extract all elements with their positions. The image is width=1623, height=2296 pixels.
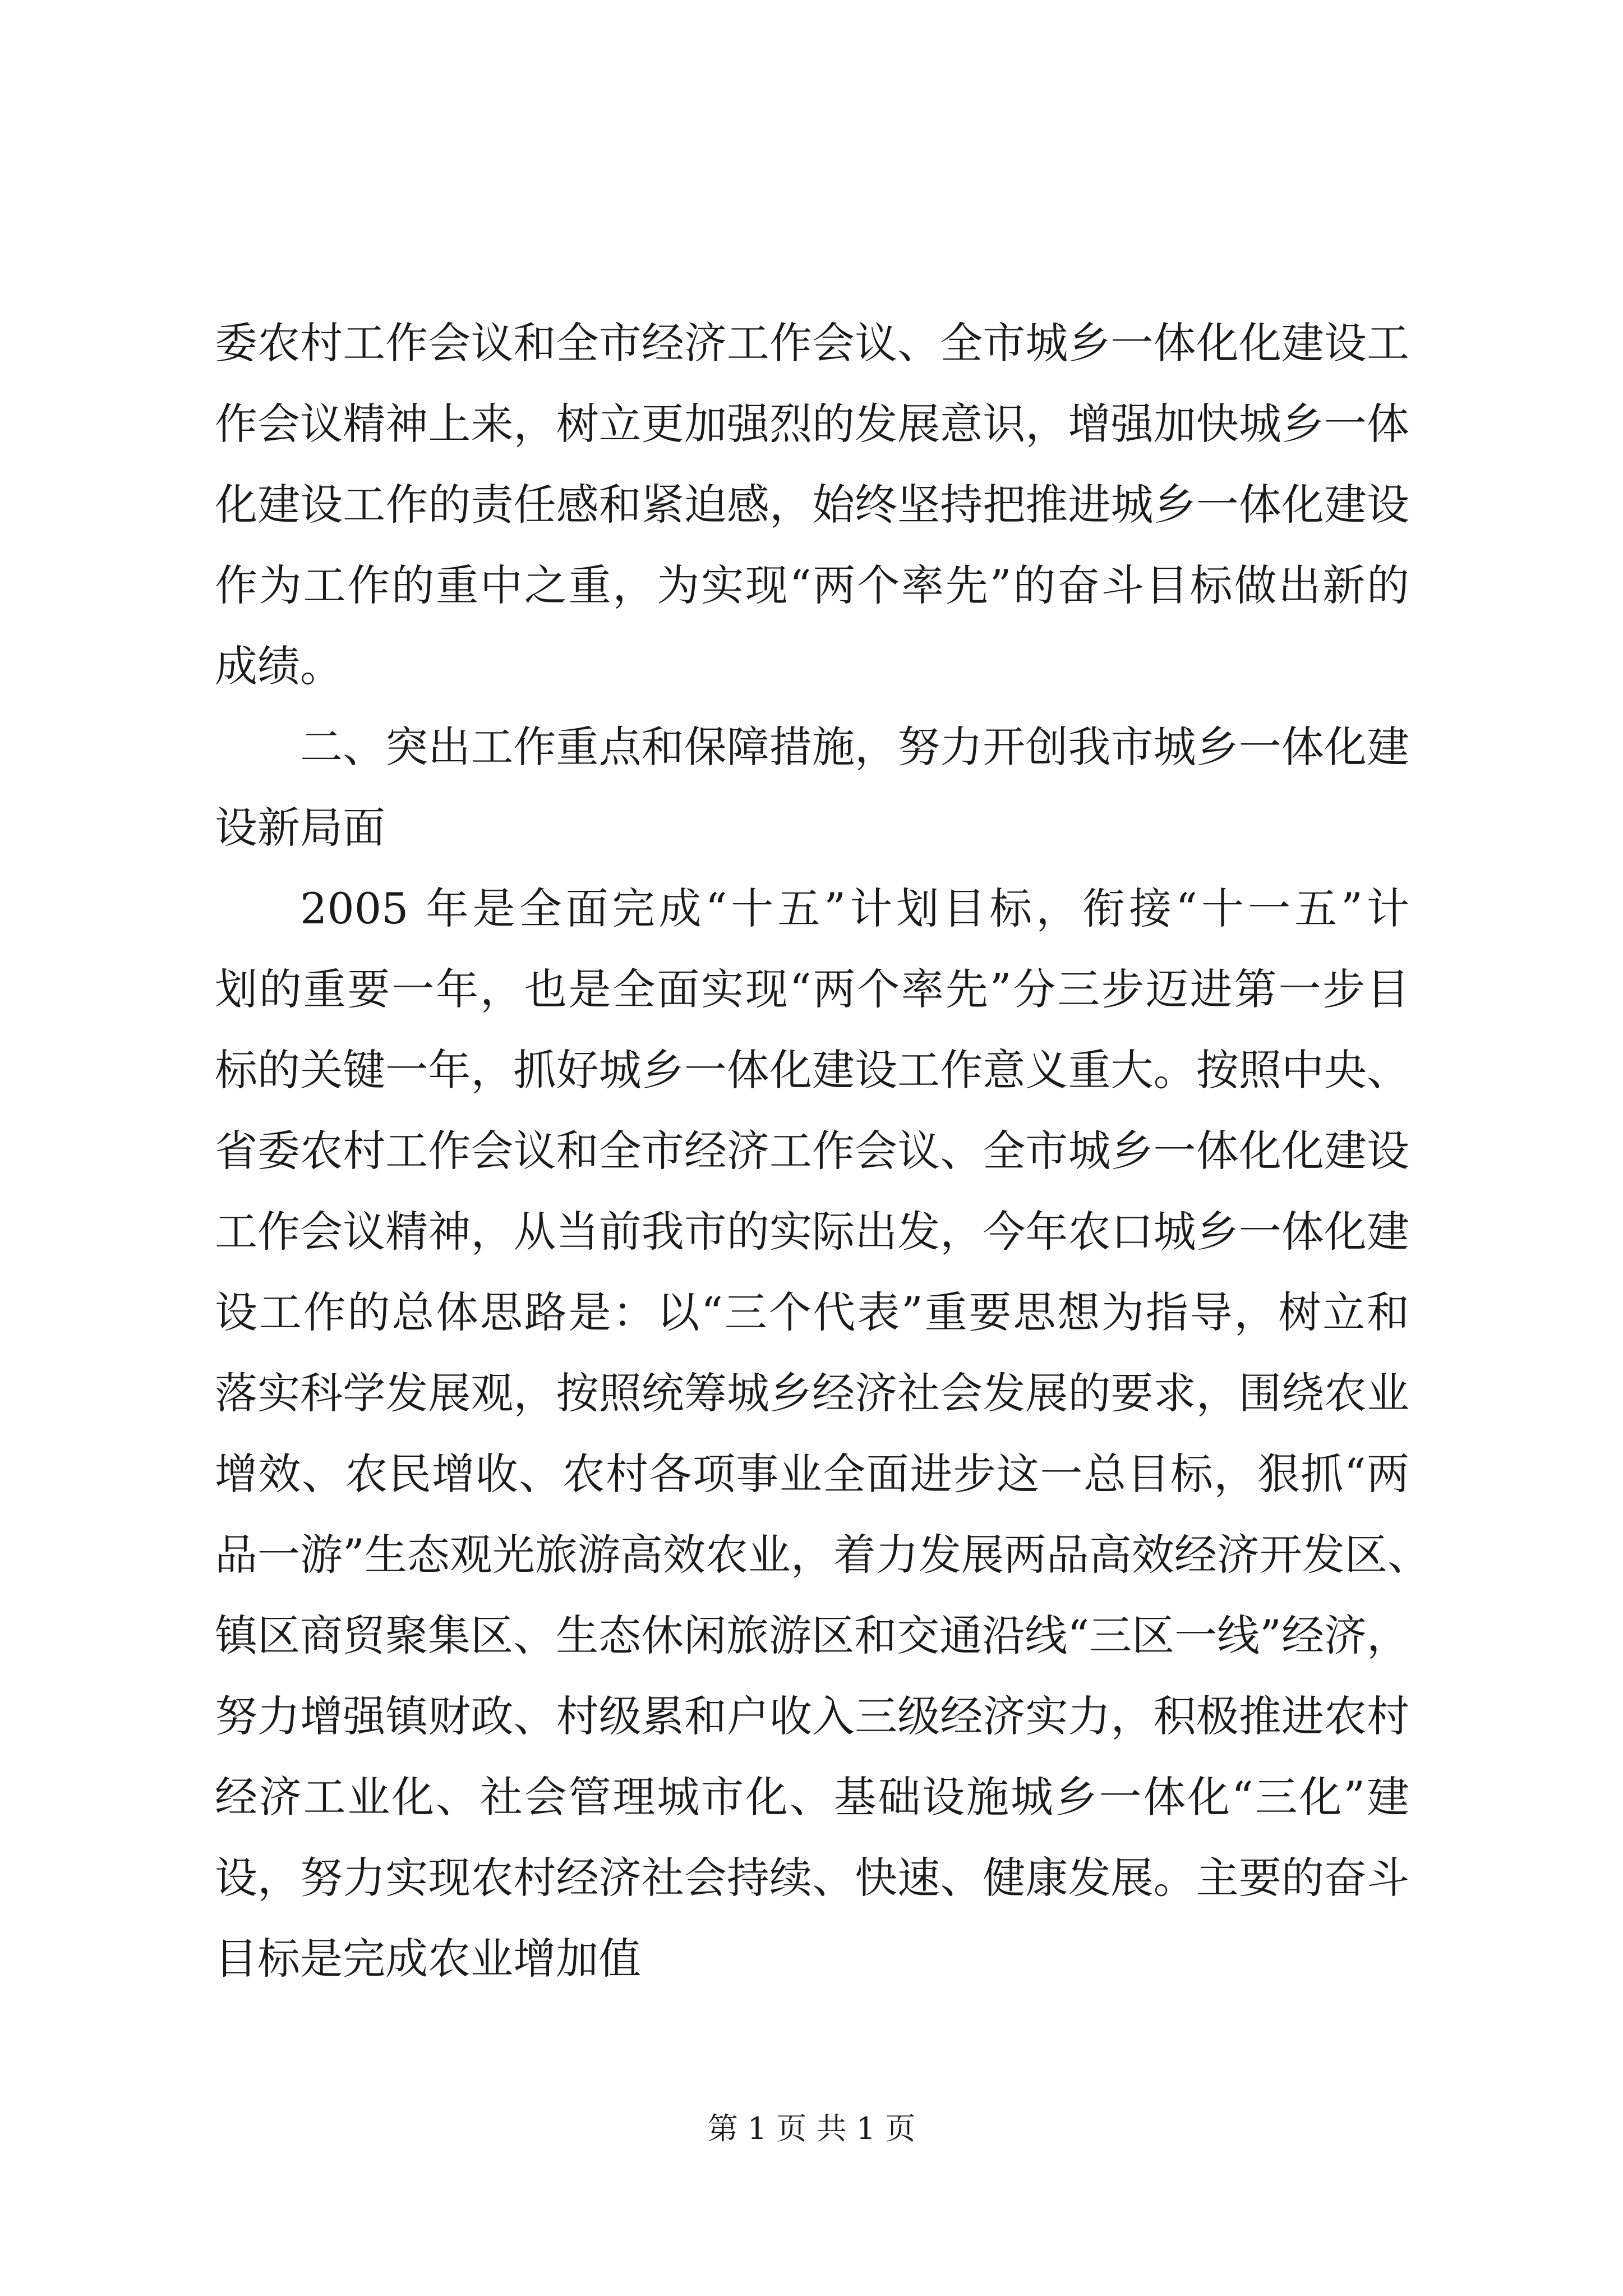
text-line: 化建设工作的责任感和紧迫感，始终坚持把推进城乡一体化建设 [215, 480, 1409, 530]
text-line: 努力增强镇财政、村级累和户收入三级经济实力，积极推进农村 [215, 1691, 1409, 1741]
text-line: 委农村工作会议和全市经济工作会议、全市城乡一体化化建设工 [215, 318, 1409, 368]
text-line: 设工作的总体思路是：以“三个代表”重要思想为指导，树立和 [215, 1287, 1409, 1337]
document-body [215, 303, 1430, 1999]
section-heading-line: 二、突出工作重点和保障措施，努力开创我市城乡一体化建 [300, 722, 1409, 772]
text-line: 品一游”生态观光旅游高效农业，着力发展两品高效经济开发区、 [215, 1530, 1430, 1580]
text-line: 镇区商贸聚集区、生态休闲旅游区和交通沿线“三区一线”经济， [215, 1611, 1409, 1660]
text-line: 省委农村工作会议和全市经济工作会议、全市城乡一体化化建设 [215, 1126, 1409, 1176]
text-line: 经济工业化、社会管理城市化、基础设施城乡一体化“三化”建 [215, 1772, 1409, 1822]
text-line: 划的重要一年，也是全面实现“两个率先”分三步迈进第一步目 [215, 964, 1409, 1014]
text-line: 标的关键一年，抓好城乡一体化建设工作意义重大。按照中央、 [215, 1045, 1409, 1095]
page-number-footer: 第 1 页 共 1 页 [707, 2111, 916, 2146]
text-line: 2005 年是全面完成“十五”计划目标，衔接“十一五”计 [300, 884, 1409, 933]
text-line: 工作会议精神，从当前我市的实际出发，今年农口城乡一体化建 [215, 1207, 1409, 1257]
section-heading-line: 设新局面 [215, 803, 385, 853]
text-line: 目标是完成农业增加值 [215, 1934, 641, 1984]
text-line: 落实科学发展观，按照统筹城乡经济社会发展的要求，围绕农业 [215, 1368, 1409, 1418]
text-line: 增效、农民增收、农村各项事业全面进步这一总目标，狠抓“两 [215, 1449, 1409, 1499]
text-line: 作会议精神上来，树立更加强烈的发展意识，增强加快城乡一体 [215, 399, 1409, 449]
text-line: 设，努力实现农村经济社会持续、快速、健康发展。主要的奋斗 [215, 1853, 1409, 1903]
text-line: 作为工作的重中之重，为实现“两个率先”的奋斗目标做出新的 [215, 560, 1409, 610]
text-line: 成绩。 [215, 641, 343, 691]
